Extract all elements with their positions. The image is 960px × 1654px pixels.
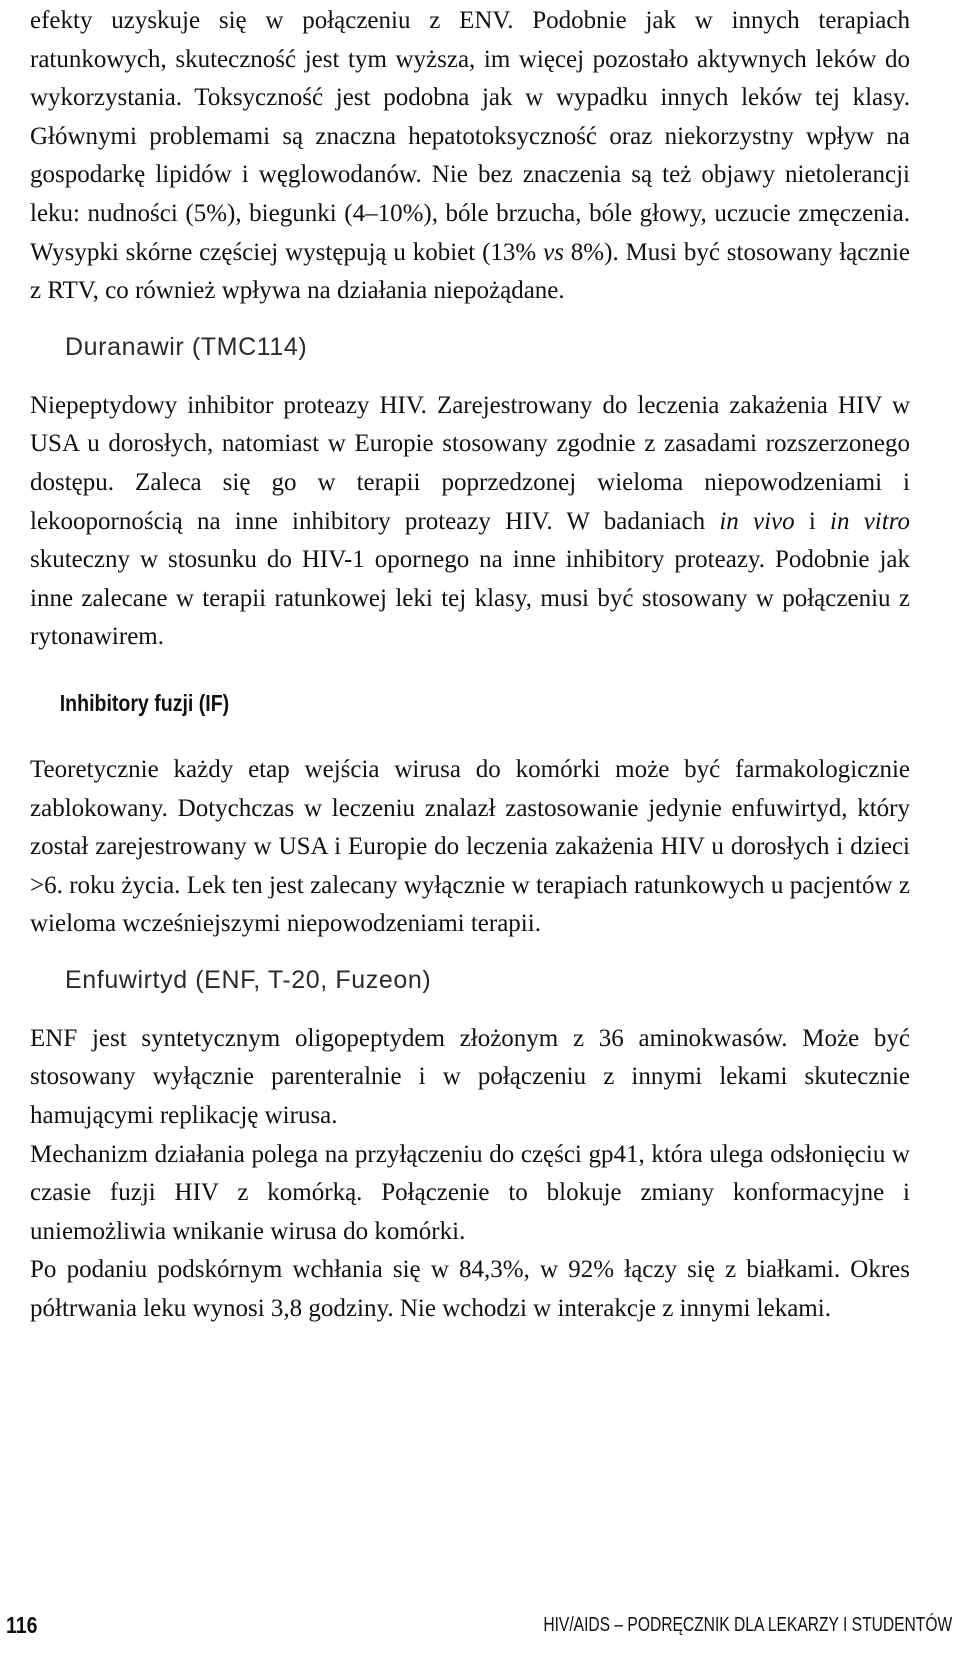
in-vitro-italic: in vitro	[830, 507, 910, 535]
paragraph-enf-pharmacokinetics: Po podaniu podskórnym wchłania się w 84,3%, w 92% łączy się z białkami. Okres półtrwania leku wynosi 3,8 godziny. Nie wchodzi w interakcje z innymi lekami.	[30, 1256, 910, 1323]
in-vivo-italic: in vivo	[719, 507, 795, 535]
page-content	[30, 2, 910, 1329]
vs-italic: vs	[543, 238, 564, 266]
paragraph-enf-mechanism: Mechanizm działania polega na przyłączeniu do części gp41, która ulega odsłonięciu w czasie fuzji HIV z komórką. Połączenie to blokuje zmiany konformacyjne i uniemożliwia wnikanie wirusa do komórki.	[30, 1140, 910, 1245]
paragraph-tipranawir-toxicity: efekty uzyskuje się w połączeniu z ENV. Podobnie jak w innych terapiach ratunkowych, skuteczność jest tym wyższa, im więcej pozostało aktywnych leków do wykorzystania. Toksyczność jest podobna jak w wypadku innych leków tej klasy. Głównymi problemami są znaczna hepatotoksyczność oraz niekorzystny wpływ na gospodarkę lipidów i węglowodanów. Nie bez znaczenia są też objawy nietolerancji leku: nudności (5%), biegunki (4–10%), bóle brzucha, bóle głowy, uczucie zmęczenia. Wysypki skórne częściej występują u kobiet (13% vs 8%). Musi być stosowany łącznie z RTV, co również wpływa na działania niepożądane.	[30, 7, 911, 305]
heading-enfuwirtyd: Enfuwirtyd (ENF, T-20, Fuzeon)	[65, 965, 432, 994]
paragraph-enf-structure: ENF jest syntetycznym oligopeptydem złożonym z 36 aminokwasów. Może być stosowany wyłącznie parenteralnie i w połączeniu z innymi lekami skutecznie hamującymi replikację wirusa.	[30, 1024, 910, 1130]
heading-inhibitory-fuzji: Inhibitory fuzji (IF)	[59, 689, 230, 716]
paragraph-duranawir: Niepeptydowy inhibitor proteazy HIV. Zarejestrowany do leczenia zakażenia HIV w USA u dorosłych, natomiast w Europie stosowany zgodnie z zasadami rozszerzonego dostępu. Zaleca się go w terapii poprzedzonej wieloma niepowodzeniami i lekoopornością na inne inhibitory proteazy HIV. W badaniach in vivo i in vitro skuteczny w stosunku do HIV-1 opornego na inne inhibitory proteazy. Podobnie jak inne zalecane w terapii ratunkowej leki tej klasy, musi być stosowany w połączeniu z rytonawirem.	[30, 391, 910, 651]
paragraph-inhibitory-fuzji: Teoretycznie każdy etap wejścia wirusa do komórki może być farmakologicznie zablokowany. Dotychczas w leczeniu znalazł zastosowanie jedynie enfuwirtyd, który został zarejestrowany w USA i Europie do leczenia zakażenia HIV u dorosłych i dzieci >6. roku życia. Lek ten jest zalecany wyłącznie w terapiach ratunkowych u pacjentów z wieloma wcześniejszymi niepowodzeniami terapii.	[30, 755, 910, 938]
book-title: HIV/AIDS – PODRĘCZNIK DLA LEKARZY I STUDENTÓW	[543, 1614, 952, 1636]
heading-duranawir: Duranawir (TMC114)	[65, 332, 308, 361]
page-footer	[0, 1612, 960, 1644]
page-number: 116	[6, 1612, 38, 1638]
